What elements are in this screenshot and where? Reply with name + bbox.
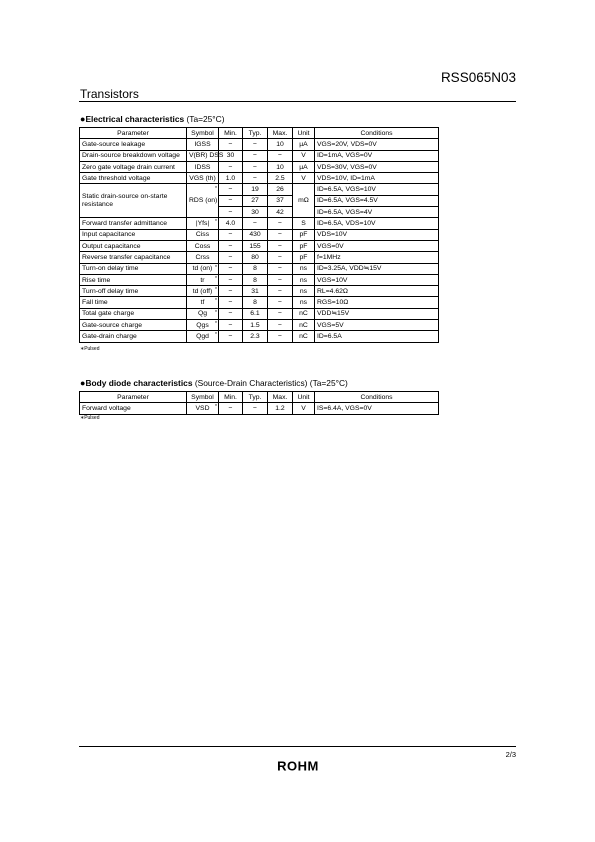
max-cell: − — [268, 218, 293, 229]
symbol-cell — [187, 320, 219, 331]
min-cell: − — [219, 403, 243, 414]
table-row — [80, 240, 439, 251]
min-cell: 4.0 — [219, 218, 243, 229]
typ-cell: − — [243, 150, 268, 161]
unit-cell: pF — [293, 229, 315, 240]
param-cell: Turn-on delay time — [80, 263, 187, 274]
typ-cell: 155 — [243, 240, 268, 251]
column-header: Typ. — [243, 128, 268, 139]
column-header: Symbol — [187, 128, 219, 139]
unit-cell: ns — [293, 297, 315, 308]
symbol-cell — [187, 139, 219, 150]
min-cell: − — [219, 207, 243, 218]
param-cell: Output capacitance — [80, 240, 187, 251]
unit-cell: ns — [293, 263, 315, 274]
electrical-section-title: ●Electrical characteristics (Ta=25°C) — [80, 114, 225, 124]
electrical-characteristics-table — [79, 127, 439, 343]
typ-cell: 31 — [243, 286, 268, 297]
max-cell: − — [268, 229, 293, 240]
conditions-cell: ID=6.5A, VDS=10V — [315, 218, 439, 229]
symbol-text: IGSS — [194, 140, 211, 148]
typ-cell: 8 — [243, 297, 268, 308]
min-cell: − — [219, 274, 243, 285]
max-cell: − — [268, 252, 293, 263]
max-cell: 1.2 — [268, 403, 293, 414]
symbol-cell — [187, 274, 219, 285]
param-cell: Fall time — [80, 297, 187, 308]
min-cell: − — [219, 229, 243, 240]
unit-cell: ns — [293, 286, 315, 297]
pulsed-star: * — [215, 298, 217, 305]
conditions-cell: ID=3.25A, VDD≒15V — [315, 263, 439, 274]
min-cell: − — [219, 195, 243, 206]
min-cell: − — [219, 308, 243, 319]
unit-cell: nC — [293, 331, 315, 342]
table-row — [80, 320, 439, 331]
symbol-text: Qgd — [196, 332, 209, 340]
unit-cell: V — [293, 403, 315, 414]
conditions-cell: ID=6.5A, VGS=4.5V — [315, 195, 439, 206]
table-row — [80, 161, 439, 172]
max-cell: − — [268, 263, 293, 274]
max-cell: − — [268, 331, 293, 342]
param-cell: Gate-source leakage — [80, 139, 187, 150]
symbol-cell — [187, 297, 219, 308]
pulsed-note-2: ∗Pulsed — [80, 415, 100, 421]
symbol-text: Crss — [195, 253, 210, 261]
conditions-cell: ID=6.5A — [315, 331, 439, 342]
conditions-cell: RGS=10Ω — [315, 297, 439, 308]
min-cell: − — [219, 139, 243, 150]
conditions-cell: ID=6.5A, VGS=10V — [315, 184, 439, 195]
symbol-cell — [187, 252, 219, 263]
symbol-cell — [187, 161, 219, 172]
param-cell: Gate-source charge — [80, 320, 187, 331]
max-cell: 37 — [268, 195, 293, 206]
symbol-text: td (on) — [192, 265, 213, 273]
unit-cell: pF — [293, 252, 315, 263]
min-cell: − — [219, 331, 243, 342]
header-rule — [79, 101, 516, 102]
symbol-text: Coss — [194, 242, 211, 250]
symbol-cell — [187, 150, 224, 161]
typ-cell: 1.5 — [243, 320, 268, 331]
unit-cell: S — [293, 218, 315, 229]
body-diode-section-title: ●Body diode characteristics (Source-Drain Characteristics) (Ta=25°C) — [80, 378, 348, 388]
symbol-cell — [187, 263, 219, 274]
pulsed-star: * — [215, 309, 217, 316]
conditions-cell: RL=4.62Ω — [315, 286, 439, 297]
param-cell: Turn-off delay time — [80, 286, 187, 297]
typ-cell: − — [243, 218, 268, 229]
symbol-text: |Yfs| — [195, 220, 210, 228]
pulsed-star: * — [215, 275, 217, 282]
pulsed-star: * — [215, 186, 217, 193]
column-header: Max. — [268, 392, 293, 403]
table-row — [80, 218, 439, 229]
table-row — [80, 308, 439, 319]
min-cell: − — [219, 161, 243, 172]
typ-cell: − — [243, 173, 268, 184]
typ-cell: 8 — [243, 274, 268, 285]
column-header: Conditions — [315, 392, 439, 403]
conditions-cell: VDS=30V, VGS=0V — [315, 161, 439, 172]
max-cell: 2.5 — [268, 173, 293, 184]
conditions-cell: VDS=10V, ID=1mA — [315, 173, 439, 184]
symbol-text: Qgs — [196, 321, 209, 329]
conditions-cell: ID=6.5A, VGS=4V — [315, 207, 439, 218]
pulsed-star: * — [215, 404, 217, 411]
symbol-cell — [187, 286, 219, 297]
column-header: Parameter — [80, 392, 187, 403]
unit-cell: nC — [293, 320, 315, 331]
min-cell: 30 — [219, 150, 243, 161]
column-header: Min. — [219, 392, 243, 403]
rohm-logo — [272, 759, 324, 772]
pulsed-star: * — [215, 287, 217, 294]
category-title: Transistors — [80, 87, 139, 101]
conditions-cell: VDS=10V — [315, 229, 439, 240]
min-cell: − — [219, 252, 243, 263]
param-cell: Gate threshold voltage — [80, 173, 187, 184]
pulsed-star: * — [215, 264, 217, 271]
unit-cell: ns — [293, 274, 315, 285]
symbol-text: Ciss — [195, 231, 210, 239]
conditions-cell: VDD≒15V — [315, 308, 439, 319]
conditions-cell: VGS=10V — [315, 274, 439, 285]
max-cell: − — [268, 274, 293, 285]
symbol-text: VSD — [195, 404, 210, 412]
column-header: Symbol — [187, 392, 219, 403]
part-number: RSS065N03 — [440, 70, 516, 85]
min-cell: − — [219, 263, 243, 274]
table-row — [80, 297, 439, 308]
max-cell: − — [268, 240, 293, 251]
conditions-cell: ID=1mA, VGS=0V — [315, 150, 439, 161]
svg-text:ROHM: ROHM — [277, 758, 319, 774]
page-number: 2/3 — [505, 750, 516, 759]
table-row — [80, 403, 439, 414]
typ-cell: 430 — [243, 229, 268, 240]
max-cell: 26 — [268, 184, 293, 195]
param-cell: Total gate charge — [80, 308, 187, 319]
pulsed-star: * — [215, 321, 217, 328]
symbol-cell — [187, 218, 219, 229]
unit-cell: V — [293, 150, 315, 161]
conditions-cell: VGS=5V — [315, 320, 439, 331]
unit-cell: pF — [293, 240, 315, 251]
unit-cell: V — [293, 173, 315, 184]
table-row — [80, 184, 439, 195]
conditions-cell: f=1MHz — [315, 252, 439, 263]
conditions-cell: IS=6.4A, VGS=0V — [315, 403, 439, 414]
typ-cell: 2.3 — [243, 331, 268, 342]
table-row — [80, 229, 439, 240]
max-cell: − — [268, 286, 293, 297]
symbol-cell — [187, 173, 219, 184]
param-cell: Gate-drain charge — [80, 331, 187, 342]
body-diode-table — [79, 391, 439, 415]
symbol-text: Qg — [197, 310, 208, 318]
typ-cell: − — [243, 139, 268, 150]
conditions-cell: VGS=0V — [315, 240, 439, 251]
param-cell: Zero gate voltage drain current — [80, 161, 187, 172]
pulsed-star: * — [215, 219, 217, 226]
param-cell: Rise time — [80, 274, 187, 285]
symbol-text: td (off) — [192, 287, 213, 295]
param-cell: Reverse transfer capacitance — [80, 252, 187, 263]
table-row — [80, 150, 439, 161]
conditions-cell: VGS=20V, VDS=0V — [315, 139, 439, 150]
min-cell: − — [219, 320, 243, 331]
table-row — [80, 139, 439, 150]
symbol-text: tr — [200, 276, 205, 284]
table-row — [80, 263, 439, 274]
symbol-cell — [187, 240, 219, 251]
typ-cell: 19 — [243, 184, 268, 195]
pulsed-note: ∗Pulsed — [80, 346, 100, 352]
unit-cell: nC — [293, 308, 315, 319]
symbol-text: V(BR) DSS — [189, 152, 224, 160]
column-header: Max. — [268, 128, 293, 139]
symbol-cell — [187, 229, 219, 240]
table-row — [80, 252, 439, 263]
symbol-text: VGS (th) — [189, 174, 216, 182]
max-cell: − — [268, 308, 293, 319]
min-cell: − — [219, 184, 243, 195]
param-cell: Drain-source breakdown voltage — [80, 150, 187, 161]
typ-cell: 6.1 — [243, 308, 268, 319]
table-row — [80, 331, 439, 342]
table-row — [80, 274, 439, 285]
column-header: Unit — [293, 392, 315, 403]
max-cell: − — [268, 150, 293, 161]
unit-cell: mΩ — [293, 184, 315, 218]
table-row — [80, 286, 439, 297]
symbol-text: RDS (on) — [189, 197, 218, 205]
footer-rule — [79, 746, 516, 747]
column-header: Parameter — [80, 128, 187, 139]
symbol-cell — [187, 184, 219, 218]
max-cell: 10 — [268, 161, 293, 172]
symbol-cell — [187, 331, 219, 342]
column-header: Conditions — [315, 128, 439, 139]
pulsed-star: * — [215, 332, 217, 339]
column-header: Typ. — [243, 392, 268, 403]
min-cell: − — [219, 286, 243, 297]
symbol-cell — [187, 308, 219, 319]
unit-cell: µA — [293, 139, 315, 150]
typ-cell: − — [243, 161, 268, 172]
param-cell: Static drain-source on-starte resistance — [80, 184, 187, 218]
typ-cell: 30 — [243, 207, 268, 218]
min-cell: 1.0 — [219, 173, 243, 184]
symbol-text: tf — [200, 299, 205, 307]
typ-cell: − — [243, 403, 268, 414]
param-cell: Forward transfer admittance — [80, 218, 187, 229]
param-cell: Forward voltage — [80, 403, 187, 414]
max-cell: − — [268, 297, 293, 308]
param-cell: Input capacitance — [80, 229, 187, 240]
unit-cell: µA — [293, 161, 315, 172]
max-cell: 42 — [268, 207, 293, 218]
table-row — [80, 173, 439, 184]
typ-cell: 80 — [243, 252, 268, 263]
min-cell: − — [219, 240, 243, 251]
typ-cell: 27 — [243, 195, 268, 206]
typ-cell: 8 — [243, 263, 268, 274]
symbol-cell — [187, 403, 219, 414]
column-header: Unit — [293, 128, 315, 139]
column-header: Min. — [219, 128, 243, 139]
symbol-text: IDSS — [194, 163, 211, 171]
max-cell: − — [268, 320, 293, 331]
min-cell: − — [219, 297, 243, 308]
max-cell: 10 — [268, 139, 293, 150]
